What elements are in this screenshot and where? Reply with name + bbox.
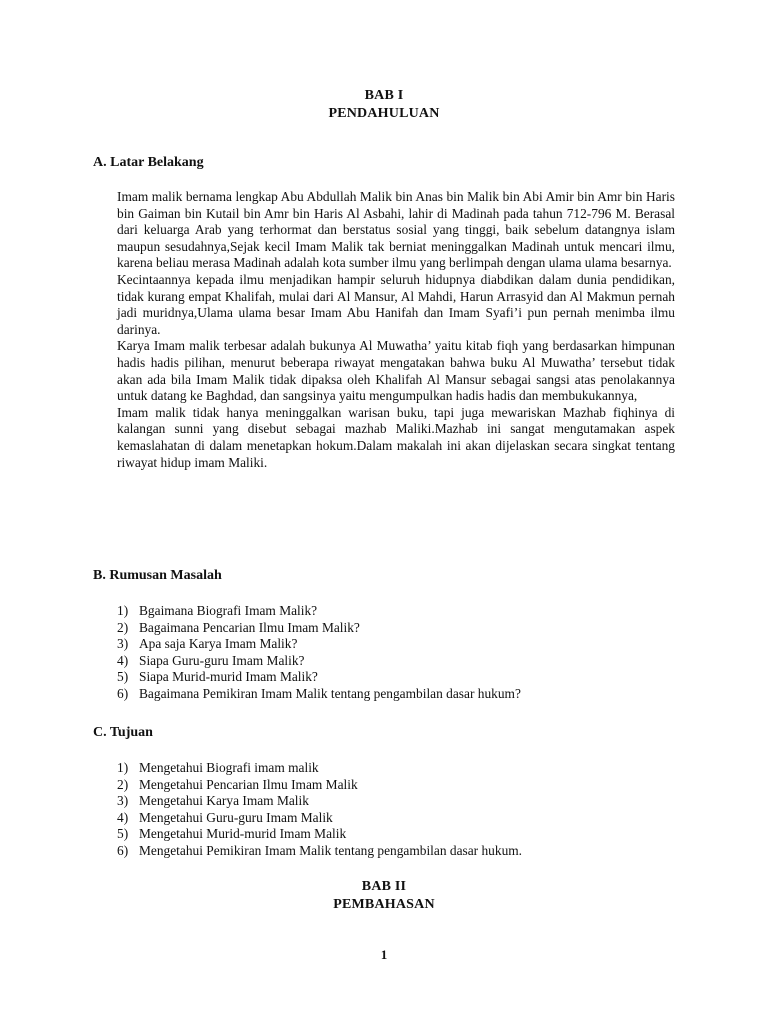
list-text: Mengetahui Murid-murid Imam Malik xyxy=(139,826,347,841)
list-text: Apa saja Karya Imam Malik? xyxy=(139,636,298,651)
bab2-title: BAB II xyxy=(361,879,407,894)
bab2-subtitle: PEMBAHASAN xyxy=(333,897,435,912)
list-text: Mengetahui Pemikiran Imam Malik tentang pengambilan dasar hukum. xyxy=(139,842,523,858)
rumusan-masalah-list xyxy=(117,603,521,702)
list-text: Siapa Guru-guru Imam Malik? xyxy=(139,652,305,668)
list-item xyxy=(117,636,521,653)
list-text: Siapa Murid-murid Imam Malik? xyxy=(139,669,318,684)
list-item xyxy=(117,777,522,794)
list-number: 3) xyxy=(117,636,129,651)
list-number: 5) xyxy=(117,669,129,684)
list-number: 1) xyxy=(117,603,129,618)
list-number: 5) xyxy=(117,826,129,841)
list-number: 6) xyxy=(117,842,129,858)
paragraph: Imam malik tidak hanya meninggalkan warisan buku, tapi juga mewariskan Mazhab fiqhinya di kalangan sunni yang disebut sebagai mazhab Maliki.Mazhab ini sangat mengutamakan aspek kemaslahatan di dalam menetapkan hokum.Dalam makalah ini akan dijelaskan secara singkat tentang riwayat hidup imam Maliki. xyxy=(117,404,675,470)
list-text: Bgaimana Biografi Imam Malik? xyxy=(139,603,318,618)
list-item xyxy=(117,810,522,827)
list-number: 4) xyxy=(117,809,129,825)
list-item xyxy=(117,669,521,686)
list-number: 2) xyxy=(117,619,129,635)
list-text: Mengetahui Karya Imam Malik xyxy=(139,793,309,808)
list-text: Mengetahui Biografi imam malik xyxy=(139,760,319,775)
bab1-subtitle: PENDAHULUAN xyxy=(328,106,440,121)
list-number: 2) xyxy=(117,776,129,792)
list-item xyxy=(117,686,521,703)
section-c-heading: C. Tujuan xyxy=(93,725,153,740)
paragraph: Imam malik bernama lengkap Abu Abdullah Malik bin Anas bin Malik bin Abi Amir bin Amr bin Haris bin Gaiman bin Kutail bin Amr bin Haris Al Asbahi, lahir di Madinah pada tahun 712-796 M. Berasal dari keluarga Arab yang terhormat dan berstatus sosial yang tinggi, baik sebelum datangnya islam maupun sesudahnya,Sejak kecil Imam Malik tak berniat meninggalkan Madinah untuk mencari ilmu, karena beliau merasa Madinah adalah kota sumber ilmu yang berlimpah dengan ulama ulama besarnya. xyxy=(117,189,675,271)
bab1-title: BAB I xyxy=(364,88,404,103)
page-number: 1 xyxy=(380,947,388,962)
list-item xyxy=(117,653,521,670)
list-text: Bagaimana Pemikiran Imam Malik tentang pengambilan dasar hukum? xyxy=(139,685,521,701)
list-number: 1) xyxy=(117,760,129,775)
list-item xyxy=(117,843,522,860)
paragraph: Karya Imam malik terbesar adalah bukunya Al Muwatha’ yaitu kitab fiqh yang berdasarkan himpunan hadis hadis pilihan, menurut beberapa riwayat mengatakan bahwa buku Al Muwatha’ tersebut tidak akan ada bila Imam Malik tidak dipaksa oleh Khalifah Al Mansur sebagai sangsi atas penolakannya untuk datang ke Baghdad, dan sangsinya yaitu mengumpulkan hadis hadis dan membukukannya, xyxy=(117,338,675,404)
list-text: Mengetahui Pencarian Ilmu Imam Malik xyxy=(139,776,358,792)
paragraph: Kecintaannya kepada ilmu menjadikan hampir seluruh hidupnya diabdikan dalam dunia pendidikan, tidak kurang empat Khalifah, mulai dari Al Mansur, Al Mahdi, Harun Arrasyid dan Al Makmun pernah jadi muridnya,Ulama ulama besar Imam Abu Hanifah dan Imam Syafi’i pun pernah menimba ilmu darinya. xyxy=(117,271,675,337)
list-item xyxy=(117,793,522,810)
list-item xyxy=(117,620,521,637)
list-item xyxy=(117,826,522,843)
list-text: Mengetahui Guru-guru Imam Malik xyxy=(139,809,333,825)
list-item xyxy=(117,760,522,777)
section-a-body xyxy=(117,189,675,471)
list-text: Bagaimana Pencarian Ilmu Imam Malik? xyxy=(139,619,360,635)
section-b-heading: B. Rumusan Masalah xyxy=(93,568,222,583)
section-a-heading: A. Latar Belakang xyxy=(93,155,204,170)
list-number: 3) xyxy=(117,793,129,808)
list-number: 6) xyxy=(117,685,129,701)
list-number: 4) xyxy=(117,652,129,668)
tujuan-list xyxy=(117,760,522,859)
list-item xyxy=(117,603,521,620)
